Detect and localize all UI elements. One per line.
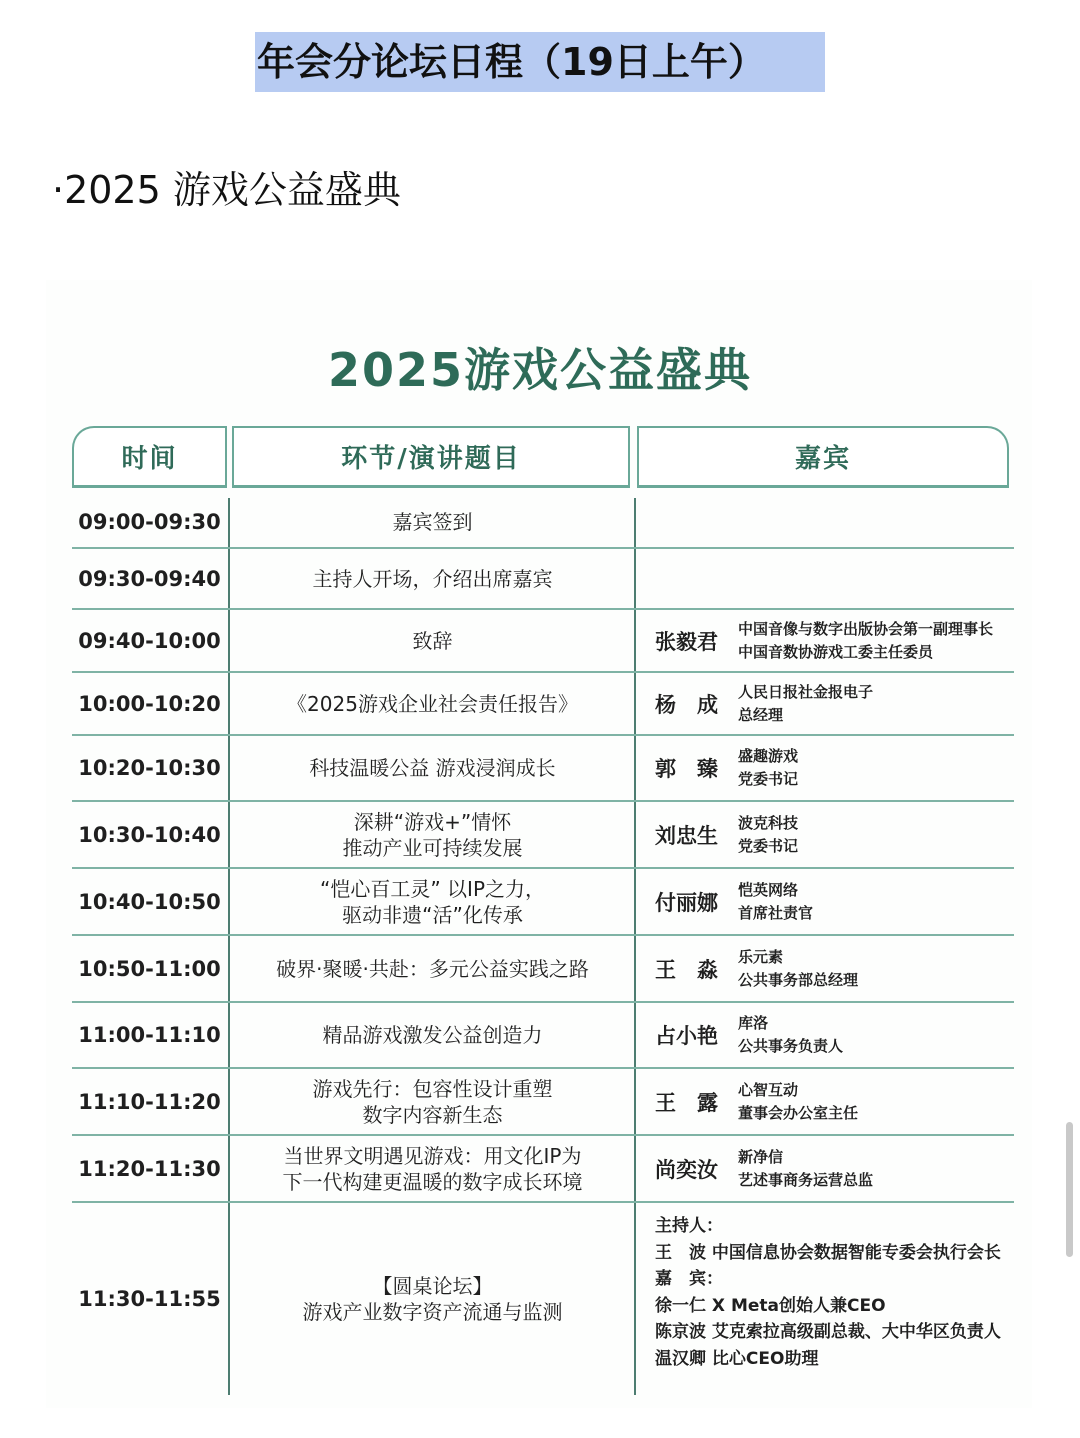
header-guest: 嘉宾	[637, 426, 1009, 488]
schedule-row	[72, 869, 1014, 934]
row-topic: 致辞	[412, 628, 453, 653]
host: 王 波 中国信息协会数据智能专委会执行会长	[655, 1242, 1001, 1263]
row-time: 11:00-11:10	[78, 1023, 221, 1047]
schedule-row	[72, 1136, 1014, 1201]
row-topic: 主持人开场，介绍出席嘉宾	[312, 566, 553, 591]
row-topic: 【圆桌论坛】 游戏产业数字资产流通与监测	[302, 1274, 563, 1324]
roundtable-participants	[655, 1213, 1015, 1372]
row-time: 10:50-11:00	[78, 956, 221, 981]
panelist: 温汉卿 比心CEO助理	[655, 1348, 819, 1369]
guest-affiliation: 人民日报社金报电子 总经理	[738, 682, 874, 724]
guest-affiliation: 心智互动 董事会办公室主任	[738, 1080, 859, 1122]
panelist: 徐一仁 X Meta创始人兼CEO	[655, 1295, 886, 1316]
scrollbar[interactable]	[1066, 1122, 1073, 1257]
guest-affiliation: 恺英网络 首席社责官	[738, 880, 814, 922]
schedule-row	[72, 673, 1014, 734]
header-time: 时间	[72, 426, 227, 488]
section-title: ·2025 游戏公益盛典	[52, 168, 401, 212]
row-time: 09:40-10:00	[78, 628, 221, 653]
row-time: 11:20-11:30	[78, 1156, 221, 1181]
guest-name: 张毅君	[655, 629, 718, 654]
schedule-row	[72, 610, 1014, 671]
row-time: 10:20-10:30	[78, 756, 221, 780]
schedule-row	[72, 1069, 1014, 1134]
schedule-row	[72, 736, 1014, 800]
schedule-row	[72, 1003, 1014, 1067]
poster-title: 2025游戏公益盛典	[327, 343, 753, 397]
guest-affiliation: 新净信 艺述事商务运营总监	[738, 1147, 874, 1189]
schedule-row-roundtable	[72, 1203, 1014, 1395]
guest-name: 郭 臻	[655, 757, 718, 781]
guest-name: 尚奕汝	[655, 1157, 718, 1182]
guest-name: 付丽娜	[655, 890, 718, 915]
page-heading: 年会分论坛日程（19日上午）	[255, 32, 825, 92]
row-topic: 破界·聚暖·共赴：多元公益实践之路	[276, 956, 589, 981]
guest-name: 王 淼	[655, 957, 718, 982]
row-time: 10:30-10:40	[78, 822, 221, 847]
row-topic: 科技温暖公益 游戏浸润成长	[309, 756, 556, 780]
guest-name: 杨 成	[655, 692, 718, 717]
row-time: 09:00-09:30	[78, 510, 221, 534]
schedule-row	[72, 802, 1014, 867]
row-topic: 《2025游戏企业社会责任报告》	[287, 691, 578, 716]
host-label: 主持人：	[655, 1216, 723, 1236]
guest-name: 王 露	[655, 1090, 718, 1115]
row-time: 10:00-10:20	[78, 691, 221, 716]
row-time: 11:30-11:55	[78, 1287, 221, 1311]
guest-affiliation: 波克科技 党委书记	[738, 813, 799, 855]
row-topic: 游戏先行：包容性设计重塑 数字内容新生态	[312, 1076, 553, 1127]
header-topic: 环节/演讲题目	[232, 426, 630, 488]
row-topic: “恺心百工灵” 以IP之力， 驱动非遗“活”化传承	[319, 876, 546, 927]
guest-affiliation: 中国音像与数字出版协会第一副理事长 中国音数协游戏工委主任委员	[738, 619, 994, 661]
guest-name: 刘忠生	[655, 823, 718, 848]
schedule-row	[72, 936, 1014, 1001]
row-topic: 精品游戏激发公益创造力	[322, 1023, 543, 1047]
guest-affiliation: 盛趣游戏 党委书记	[738, 747, 799, 788]
guest-affiliation: 库洛 公共事务负责人	[738, 1014, 844, 1055]
schedule-row	[72, 549, 1014, 608]
row-time: 11:10-11:20	[78, 1089, 221, 1114]
row-time: 10:40-10:50	[78, 889, 221, 914]
row-topic: 嘉宾签到	[392, 510, 473, 534]
row-topic: 深耕“游戏+”情怀 推动产业可持续发展	[342, 809, 523, 860]
guest-name: 占小艳	[655, 1024, 718, 1048]
panelist: 陈京波 艾克索拉高级副总裁、大中华区负责人	[655, 1322, 1001, 1342]
guests-label: 嘉 宾：	[655, 1269, 723, 1289]
guest-affiliation: 乐元素 公共事务部总经理	[738, 947, 859, 989]
row-time: 09:30-09:40	[78, 566, 221, 591]
row-topic: 当世界文明遇见游戏：用文化IP为 下一代构建更温暖的数字成长环境	[282, 1143, 583, 1194]
schedule-row	[72, 497, 1014, 547]
